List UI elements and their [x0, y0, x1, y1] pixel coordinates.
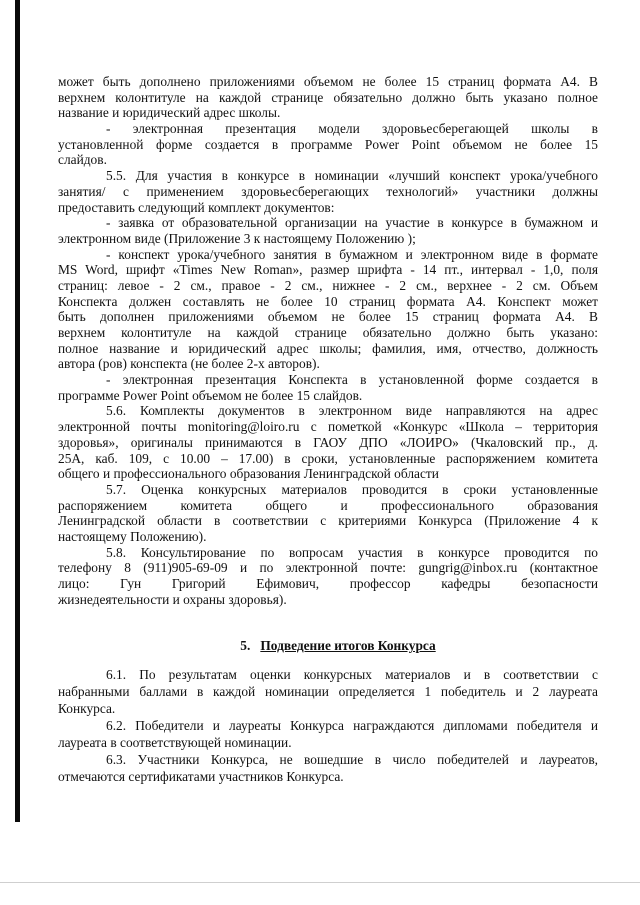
text-line: установленной форме создается в программе Power Point объемом не более 15 — [58, 136, 598, 152]
text-line: настоящему Положению). — [58, 528, 207, 544]
paragraph — [58, 751, 598, 785]
text-line: общего и профессионального образования Ленинградской области — [58, 466, 439, 482]
text-line: - электронная презентация модели здоровьесберегающей школы в — [106, 121, 598, 137]
text-line: 5.5. Для участия в конкурсе в номинации «лучший конспект урока/учебного — [106, 168, 598, 184]
text-line: быть дополнен приложениями объемом не более 15 страниц формата А4. В — [58, 309, 598, 325]
section-heading-title: Подведение итогов Конкурса — [260, 638, 436, 654]
text-line: верхнем колонтитуле на каждой странице обязательно должно быть указано полное — [58, 89, 598, 105]
text-line: 5.6. Комплекты документов в электронном виде направляются на адрес — [106, 403, 598, 419]
text-line: лауреата в соответствующей номинации. — [58, 735, 292, 751]
paragraph — [58, 247, 598, 373]
text-line: 25А, каб. 109, с 10.00 – 17.00) в сроки, установленные распоряжением комитета — [58, 450, 598, 466]
paragraph — [58, 717, 598, 751]
text-line: набранными баллами в каждой номинации определяется 1 победитель и 2 лауреата — [58, 684, 598, 700]
text-line: отмечаются сертификатами участников Конкурса. — [58, 769, 344, 785]
text-line: 5.7. Оценка конкурсных материалов проводится в сроки установленные — [106, 481, 598, 497]
text-line: название и юридический адрес школы. — [58, 105, 281, 121]
paragraph — [58, 215, 598, 246]
scan-edge-bar — [15, 0, 20, 822]
text-line: Конкурса. — [58, 701, 116, 717]
paragraph — [58, 545, 598, 608]
paragraph — [58, 403, 598, 481]
paragraph — [58, 372, 598, 403]
text-line: 6.1. По результатам оценки конкурсных материалов и в соответствии с — [106, 667, 598, 683]
text-line: 6.2. Победители и лауреаты Конкурса награждаются дипломами победителя и — [106, 718, 598, 734]
text-line: Конспекта должен составлять не более 10 страниц формата А4. Конспект может — [58, 293, 598, 309]
text-line: здоровья», оригиналы принимаются в ГАОУ ДПО «ЛОИРО» (Чкаловский пр., д. — [58, 434, 598, 450]
paragraph — [58, 482, 598, 545]
text-line: электронной почты monitoring@loiro.ru с пометкой «Конкурс «Школа – территория — [58, 419, 598, 435]
scan-bottom-line — [0, 882, 640, 883]
text-line: электронном виде (Приложение 3 к настоящему Положению ); — [58, 230, 416, 246]
text-line: распоряжением комитета общего и профессионального образования — [58, 497, 598, 513]
paragraph — [58, 168, 598, 215]
text-line: 6.3. Участники Конкурса, не вошедшие в число победителей и лауреатов, — [106, 752, 598, 768]
section-5-body — [58, 74, 598, 607]
text-line: программе Power Point объемом не более 15 слайдов. — [58, 387, 363, 403]
text-line: полное название и юридический адрес школы; фамилия, имя, отчество, должность — [58, 340, 598, 356]
section-heading — [58, 638, 598, 654]
paragraph — [58, 666, 598, 717]
text-line: страниц: левое - 2 см., правое - 2 см., нижнее - 2 см., верхнее - 2 см. Объем — [58, 277, 598, 293]
text-line: автора (ров) конспекта (не более 2-х авторов). — [58, 356, 320, 372]
text-line: телефону 8 (911)905-69-09 и по электронной почте: gungrig@inbox.ru (контактное — [58, 560, 598, 576]
text-line: - заявка от образовательной организации на участие в конкурсе в бумажном и — [106, 215, 598, 231]
paragraph — [58, 121, 598, 168]
text-line: - электронная презентация Конспекта в установленной форме создается в — [106, 372, 598, 388]
text-line: лицо: Гун Григорий Ефимович, профессор кафедры безопасности — [58, 576, 598, 591]
text-line: MS Word, шрифт «Times New Roman», размер шрифта - 14 пт., интервал - 1,0, поля — [58, 262, 598, 278]
text-line: занятия/ с применением здоровьесберегающих технологий» участники должны — [58, 183, 598, 199]
text-line: жизнедеятельности и охраны здоровья). — [58, 591, 287, 607]
paragraph — [58, 74, 598, 121]
text-line: Ленинградской области в соответствии с критериями Конкурса (Приложение 4 к — [58, 513, 598, 529]
text-line: - конспект урока/учебного занятия в бумажном и электронном виде в формате — [106, 246, 598, 262]
text-line: верхнем колонтитуле на каждой странице обязательно должно быть указано: — [58, 325, 598, 340]
text-line: может быть дополнено приложениями объемом не более 15 страниц формата А4. В — [58, 74, 598, 89]
text-line: слайдов. — [58, 152, 107, 168]
document-page — [58, 74, 598, 785]
text-line: предоставить следующий комплект документов: — [58, 199, 335, 215]
section-6-body — [58, 666, 598, 785]
section-heading-number: 5. — [240, 638, 251, 654]
text-line: 5.8. Консультирование по вопросам участия в конкурсе проводится по — [106, 544, 598, 560]
